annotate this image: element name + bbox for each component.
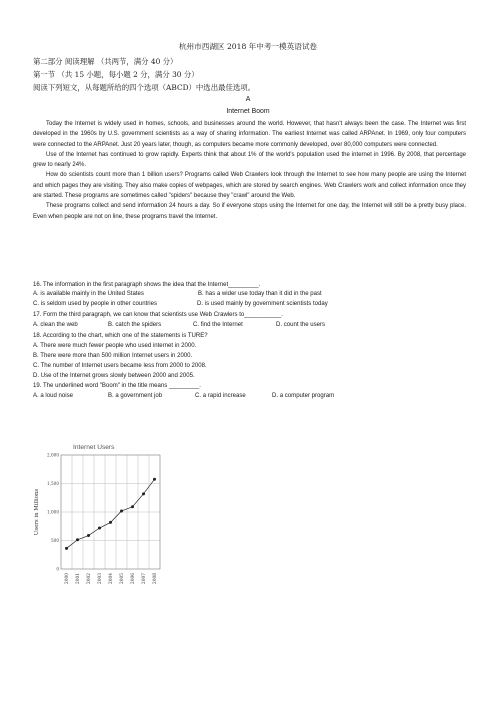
x-tick-label: 2002: [87, 573, 92, 584]
q18-option-c: C. The number of Internet users became less from 2000 to 2008.: [33, 363, 207, 369]
y-tick-label: 0: [56, 566, 59, 572]
chart-y-axis-label: Users in Millions: [34, 488, 40, 536]
y-tick-label: 500: [51, 538, 59, 543]
q16-option-d: D. is used mainly by government scientists today: [197, 301, 328, 307]
x-tick-label: 2007: [142, 573, 147, 584]
x-tick-label: 2000: [65, 573, 70, 584]
chart-grid: [61, 455, 160, 569]
chart-series: [65, 478, 156, 550]
q17-option-a: A. clean the web: [33, 322, 78, 328]
question-17-stem: 17. Form the third paragraph, we can know that scientists use Web Crawlers to___________.: [33, 312, 283, 318]
internet-users-chart: [30, 440, 170, 600]
chart-svg: [30, 440, 170, 600]
question-19-stem: 19. The underlined word "Boom" in the title means _________.: [33, 383, 201, 389]
chart-title: Internet Users: [73, 444, 115, 451]
exam-title: 杭州市西湖区 2018 年中考一模英语试卷: [178, 42, 318, 51]
passage-body: [33, 119, 466, 222]
q19-option-c: C. a rapid increase: [195, 393, 246, 399]
x-tick-label: 2003: [98, 573, 103, 584]
passage-title: Internet Boom: [226, 108, 270, 115]
data-point: [87, 534, 90, 537]
paragraph-2: Use of the Internet has continued to grow rapidly. Experts think that about 1% of the world's population used the internet in 1996. By 2008, that percentage grew to nearly 24%.: [33, 151, 466, 169]
paragraph-1: Today the Internet is widely used in homes, schools, and businesses around the world. However, that hasn't always been the case. The Internet was first developed in the 1960s by U.S. government scientists as a way of sharing information. The earliest Internet was called ARPAnet. In 1969, only four computers were connected to the ARPAnet. Just 20 years later, though, as computers became more commonly developed, over 80,000 computers were connected.: [33, 121, 466, 148]
question-16-stem: 16. The information in the first paragraph shows the idea that the Internet_________.: [33, 282, 261, 288]
instruction-text: 阅读下列短文，从每题所给的四个选项（ABCD）中选出最佳选项。: [33, 83, 256, 92]
x-tick-label: 2005: [120, 573, 125, 584]
question-18-stem: 18. According to the chart, which one of the statements is TURE?: [33, 333, 208, 339]
q16-option-c: C. is seldom used by people in other countries: [33, 301, 158, 307]
paragraph-4: These programs collect and send information 24 hours a day. So if everyone stops using the Internet for one day, the Internet will still be a pretty busy place. Even when people are not on line, these programs travel the Internet.: [33, 203, 466, 220]
q19-option-b: B. a government job: [108, 393, 163, 399]
q16-option-b: B. has a wider use today than it did in the past: [198, 291, 322, 297]
data-point: [76, 538, 79, 541]
data-point: [109, 521, 112, 524]
x-tick-label: 2001: [76, 573, 81, 584]
x-tick-label: 2008: [153, 573, 158, 584]
q17-option-b: B. catch the spiders: [108, 322, 162, 328]
section-heading: 第一节 （共 15 小题，每小题 2 分，满分 30 分）: [33, 70, 199, 79]
q17-option-d: D. count the users: [276, 322, 326, 328]
y-tick-label: 1,000: [47, 509, 59, 515]
passage-letter: A: [245, 96, 251, 103]
series-line: [67, 479, 155, 548]
q18-option-d: D. Use of the Internet grows slowly between 2000 and 2005.: [33, 373, 195, 379]
data-point: [98, 527, 101, 530]
data-point: [153, 478, 156, 481]
q18-option-a: A. There were much fewer people who used internet in 2000.: [33, 343, 197, 349]
x-tick-label: 2004: [109, 573, 114, 584]
q19-option-a: A. a loud noise: [33, 393, 74, 399]
q16-option-a: A. is available mainly in the United States: [33, 291, 144, 297]
paragraph-3: How do scientists count more than 1 billion users? Programs called Web Crawlers look through the Internet to see how many people are using the Internet and which pages they are visiting. They also make copies of webpages, which are stored by search engines. Web Crawlers work and collect information once they are started. These programs are sometimes called "spiders" because they "crawl" around the Web.: [33, 172, 466, 200]
q17-option-c: C. find the Internet: [193, 322, 243, 328]
data-point: [120, 509, 123, 512]
data-point: [142, 492, 145, 495]
chart-tick-labels: [47, 453, 158, 584]
q18-option-b: B. There were more than 500 million Internet users in 2000.: [33, 353, 193, 359]
y-tick-label: 1,500: [47, 481, 59, 486]
data-point: [131, 505, 134, 508]
y-tick-label: 2,000: [47, 452, 59, 458]
x-tick-label: 2006: [131, 573, 136, 584]
data-point: [65, 547, 68, 550]
part-heading: 第二部分 阅读理解 （共两节，满分 40 分）: [33, 57, 178, 66]
q19-option-d: D. a computer program: [272, 393, 335, 399]
